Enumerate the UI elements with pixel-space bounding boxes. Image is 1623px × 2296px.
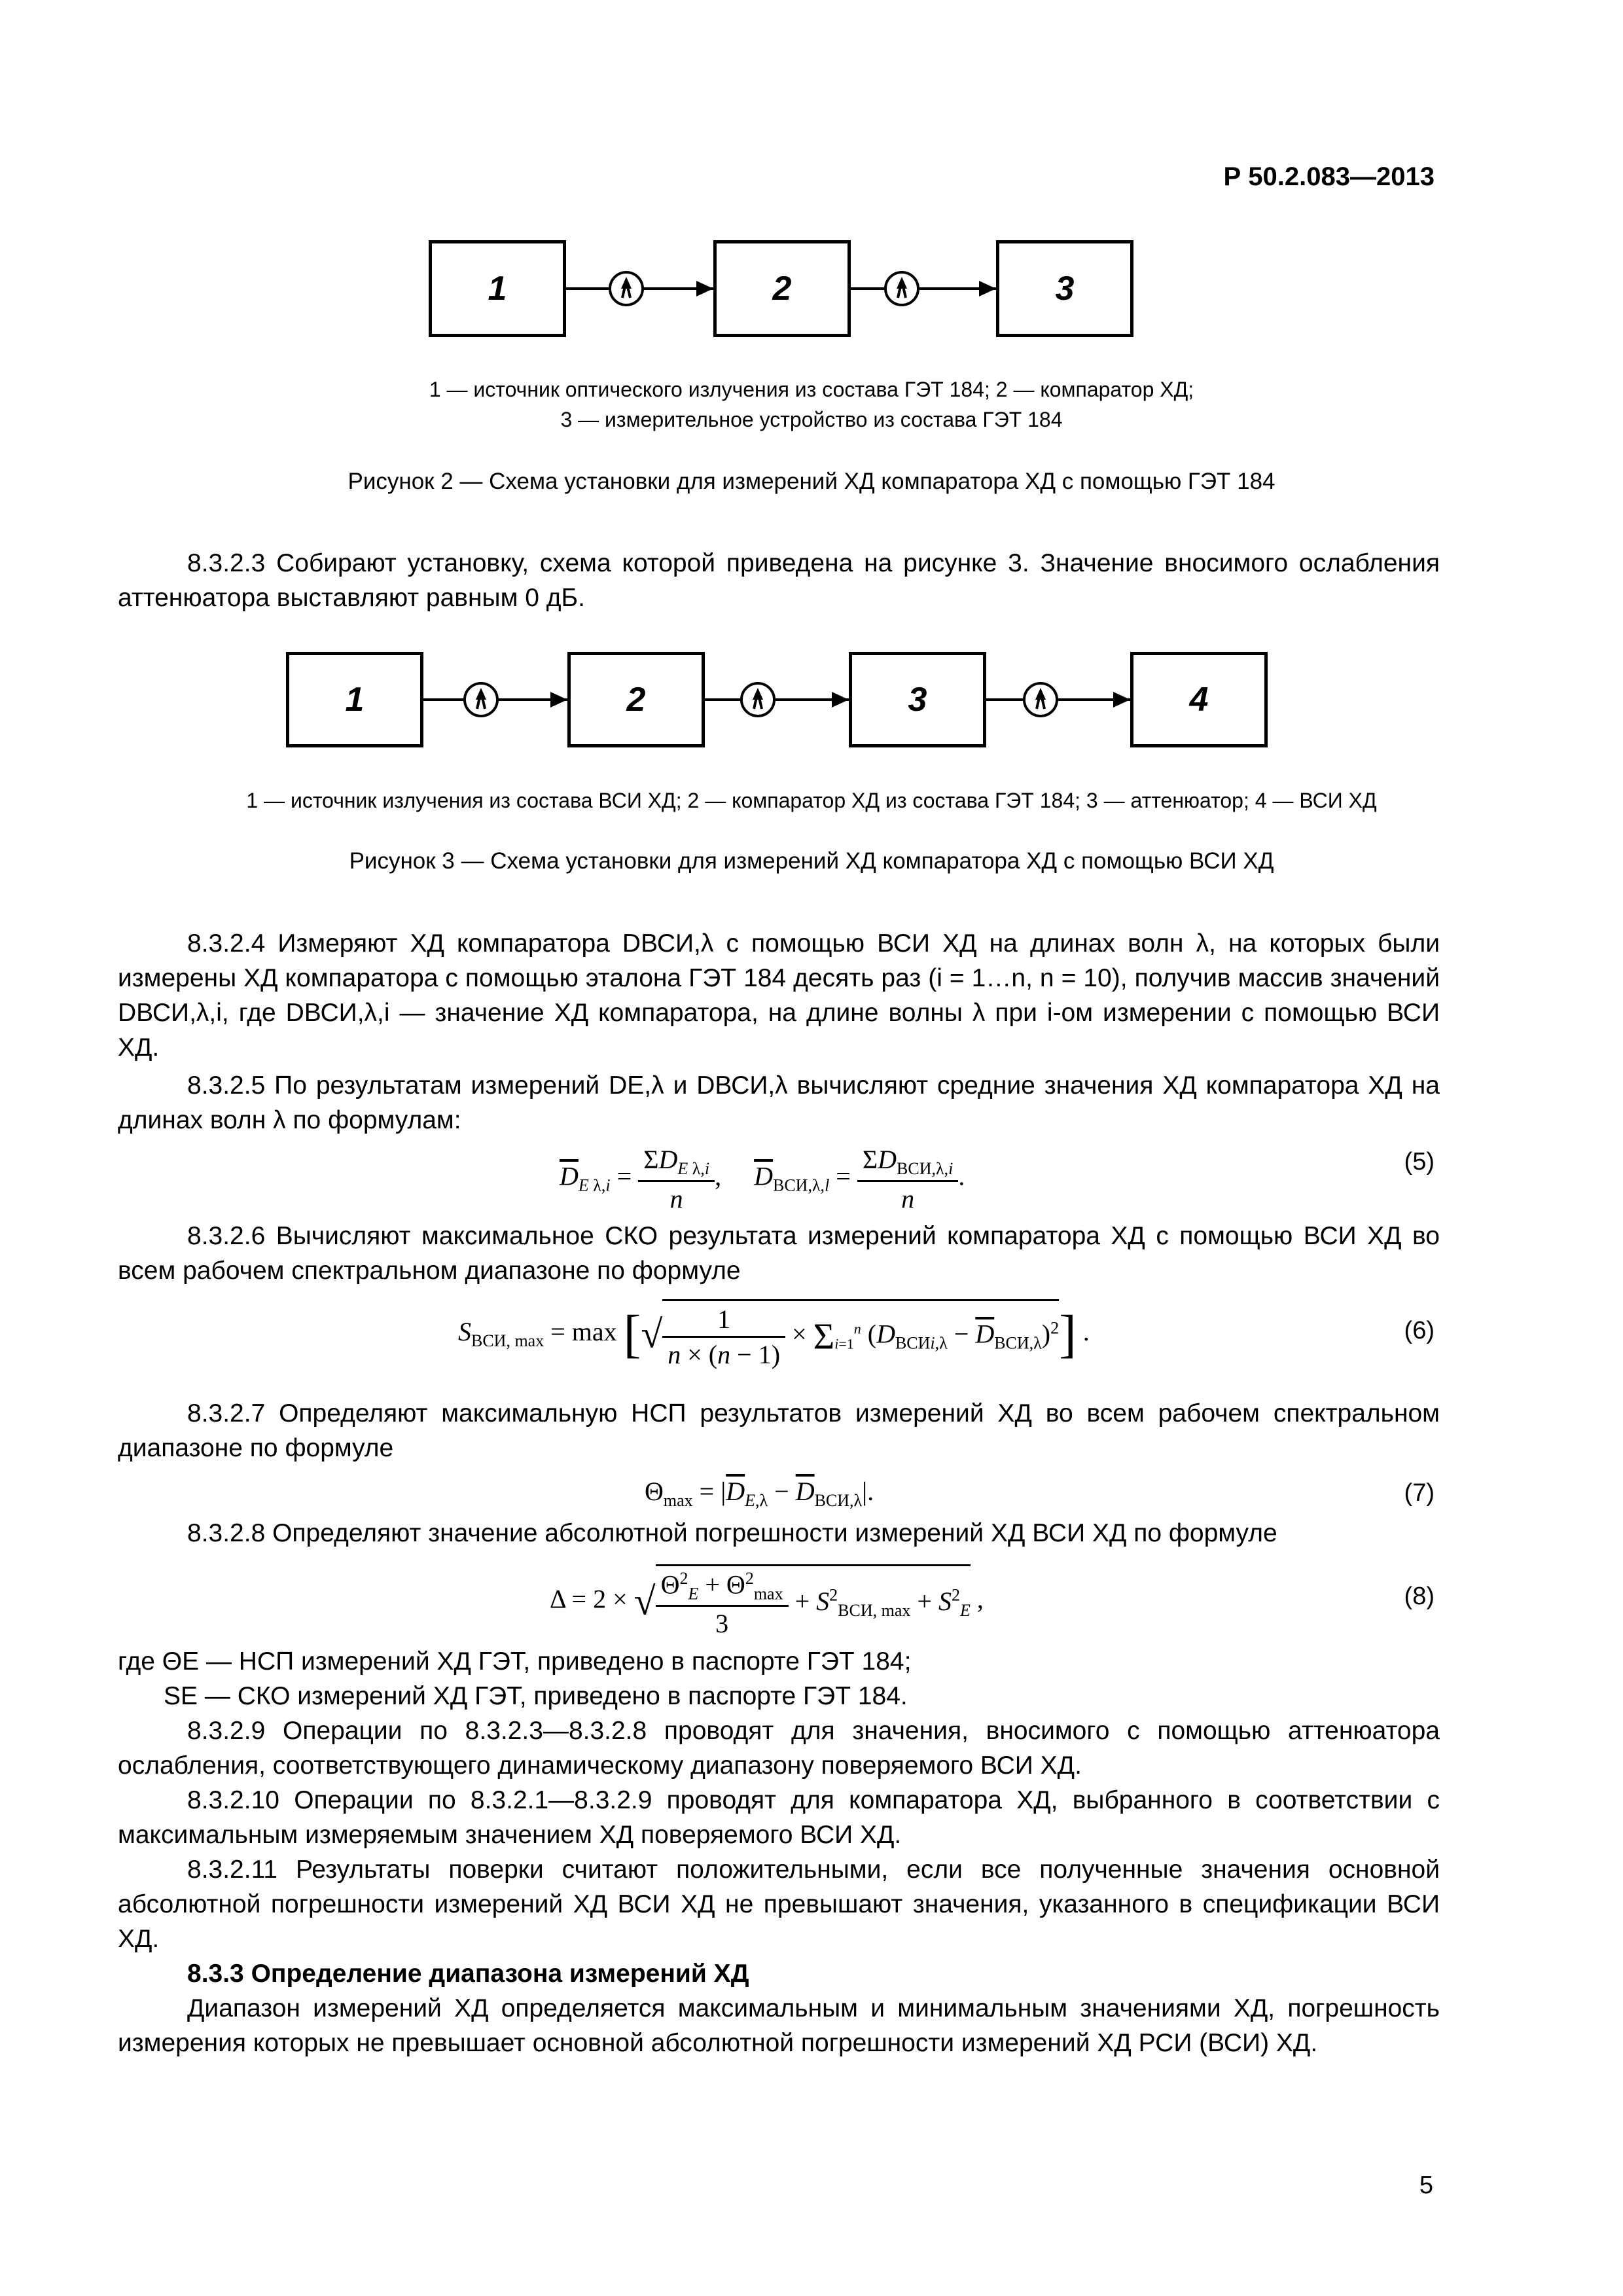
figure-3-legend: 1 — источник излучения из состава ВСИ ХД; 2 — компаратор ХД из состава ГЭТ 184; 3 — аттенюатор; 4 — ВСИ ХД — [246, 789, 1377, 812]
figure-3-caption: Рисунок 3 — Схема установки для измерений ХД компаратора ХД с помощью ВСИ ХД — [349, 848, 1274, 874]
paragraph-8-3-3: Диапазон измерений ХД определяется максимальным и минимальным значениями ХД, погрешность измерения которых не превышает основной абсолютной погрешности измерений ХД РСИ (ВСИ) ХД. — [118, 1994, 1440, 2057]
equation-7: $\Theta_{max} = |\overline{D}_{E,\lambda} - \overline{D}_{ВСИ,\lambda}|$. — [645, 1477, 874, 1510]
figure-2-legend-line-2: 3 — измерительное устройство из состава ГЭТ 184 — [560, 408, 1063, 431]
equation-5: $\overline{D}_{E \lambda,i}$ = $\frac{\Sigma D_{E \lambda,i}}{n}$ , $\overline{D}_{ВСИ,\lambda,l}$ = $\frac{\Sigma D_{ВСИ,\lambda,i}}{n}$ . — [560, 1145, 965, 1213]
fig3-block-1: 1 — [286, 652, 423, 747]
optical-connector-icon — [882, 269, 921, 308]
paragraph-8-3-2-9: 8.3.2.9 Операции по 8.3.2.3—8.3.2.8 проводят для значения, вносимого с помощью аттенюатора ослабления, соответствующего динамическому диапазону поверяемого ВСИ ХД. — [118, 1717, 1440, 1780]
arrow-icon — [1113, 692, 1130, 708]
fig2-block-3: 3 — [996, 240, 1133, 337]
paragraph-8-3-2-5: 8.3.2.5 По результатам измерений DE,λ и DВСИ,λ вычисляют средние значения ХД компаратора ХД на длинах волн λ по формулам: — [118, 1071, 1440, 1134]
paragraph-8-3-2-8: 8.3.2.8 Определяют значение абсолютной погрешности измерений ХД ВСИ ХД по формуле — [187, 1519, 1277, 1547]
fig3-block-4: 4 — [1130, 652, 1268, 747]
optical-connector-icon — [738, 680, 777, 719]
fig2-link-2-3 — [851, 287, 996, 290]
where-line-s: SE — СКО измерений ХД ГЭТ, приведено в паспорте ГЭТ 184. — [164, 1682, 908, 1710]
optical-connector-icon — [1021, 680, 1060, 719]
paragraph-8-3-2-4: 8.3.2.4 Измеряют ХД компаратора DВСИ,λ с помощью ВСИ ХД на длинах волн λ, на которых были измерены ХД компаратора с помощью эталона ГЭТ 184 десять раз (i = 1…n, n = 10), получив массив значений DВСИ,λ,i, где DВСИ,λ,i — значение ХД компаратора, на длине волны λ при i-ом измерении с помощью ВСИ ХД. — [118, 929, 1440, 1062]
arrow-icon — [696, 281, 713, 296]
optical-connector-icon — [607, 269, 646, 308]
paragraph-8-3-2-10: 8.3.2.10 Операции по 8.3.2.1—8.3.2.9 проводят для компаратора ХД, выбранного в соответствии с максимальным измеряемым значением ХД поверяемого ВСИ ХД. — [118, 1786, 1440, 1849]
figure-2-caption: Рисунок 2 — Схема установки для измерений ХД компаратора ХД с помощью ГЭТ 184 — [348, 469, 1275, 494]
arrow-icon — [979, 281, 996, 296]
equation-7-number: (7) — [1404, 1479, 1435, 1507]
paragraph-8-3-2-6: 8.3.2.6 Вычисляют максимальное СКО результата измерений компаратора ХД с помощью ВСИ ХД во всем рабочем спектральном диапазоне по формуле — [118, 1222, 1440, 1285]
optical-connector-icon — [461, 680, 501, 719]
fig2-block-1: 1 — [429, 240, 566, 337]
paragraph-8-3-2-11: 8.3.2.11 Результаты поверки считают положительными, если все полученные значения основной абсолютной погрешности измерений ХД ВСИ ХД не превышают значения, указанного в спецификации ВСИ ХД. — [118, 1856, 1440, 1953]
figure-2-legend-line-1: 1 — источник оптического излучения из состава ГЭТ 184; 2 — компаратор ХД; — [429, 378, 1194, 401]
equation-8: Δ = 2 × √ $\frac{\Theta^2_E + \Theta^2_{max}}{3}$ + $S^2_{ВСИ, max} + S^2_E$ , — [550, 1564, 984, 1639]
where-line-theta: где ΘE — НСП измерений ХД ГЭТ, приведено в паспорте ГЭТ 184; — [118, 1647, 912, 1676]
equation-6-number: (6) — [1404, 1317, 1435, 1344]
section-8-3-3-heading: 8.3.3 Определение диапазона измерений ХД — [187, 1960, 749, 1988]
arrow-icon — [832, 692, 849, 708]
arrow-icon — [550, 692, 567, 708]
document-code: Р 50.2.083—2013 — [1223, 162, 1435, 191]
equation-8-number: (8) — [1404, 1583, 1435, 1610]
paragraph-8-3-2-7: 8.3.2.7 Определяют максимальную НСП результатов измерений ХД во всем рабочем спектральном диапазоне по формуле — [118, 1399, 1440, 1462]
page-number: 5 — [1419, 2172, 1433, 2199]
fig3-block-2: 2 — [567, 652, 705, 747]
equation-5-number: (5) — [1404, 1148, 1435, 1175]
equation-6: $S_{ВСИ, max} = \max$ [√ $\frac{1}{n \times (n - 1)}$ × $\Sigma_{i=1}^n$ $(D_{ВСИi,\lambda} - \overline{D}_{ВСИ,\lambda})^2$] . — [458, 1299, 1090, 1370]
paragraph-8-3-2-3: 8.3.2.3 Собирают установку, схема которой приведена на рисунке 3. Значение вносимого ослабления аттенюатора выставляют равным 0 дБ. — [118, 549, 1440, 612]
fig2-block-2: 2 — [713, 240, 851, 337]
fig3-block-3: 3 — [849, 652, 986, 747]
